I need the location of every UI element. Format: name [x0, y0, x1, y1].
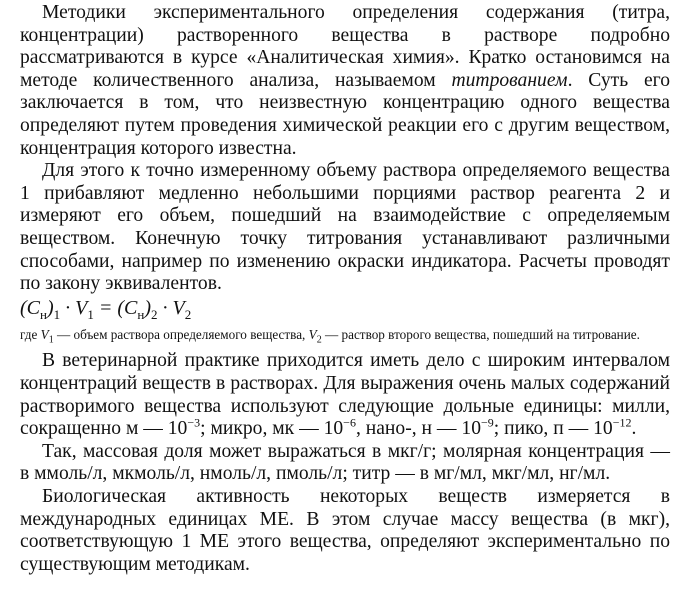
variable	[40, 326, 54, 346]
formula-part: ·	[60, 296, 76, 319]
formula-legend	[20, 327, 670, 349]
formula-sub: 2	[184, 306, 192, 322]
variable-sub: 2	[316, 334, 322, 346]
italic-term: титрованием	[451, 69, 568, 91]
formula-part: (C	[117, 296, 138, 319]
text-segment: ; пико, п — 10	[493, 418, 613, 440]
paragraph-titration-procedure: Для этого к точно измеренному объему раствора определяемого вещества 1 прибавляют медленно небольшими порциями раствор реагента 2 и измеряют его объем, пошедший на взаимодействие с определяемым веществом. Конечную точку титрования устанавливают различными способами, например по изменению окраски индикатора. Расчеты проводят по закону эквивалентов.	[20, 160, 670, 295]
variable-letter: V	[308, 326, 317, 342]
text-segment: В ветеринарной практике приходится иметь дело с широким интервалом концентраций веществ в растворах. Для выражения очень малых содержаний растворимого вещества используют следующие дольные единицы: милли, сокращенно м — 10	[20, 350, 670, 440]
formula-sub: 2	[151, 306, 158, 322]
formula-part: ·	[157, 296, 173, 319]
formula-sub: н	[137, 306, 145, 322]
formula-part: =	[93, 296, 118, 319]
exponent: −6	[343, 415, 356, 430]
paragraph-units-examples: Так, массовая доля может выражаться в мкг/г; молярная концентрация — в ммоль/л, мкмоль/л, нмоль/л, пмоль/л; титр — в мг/мл, мкг/мл, нг/мл.	[20, 440, 670, 485]
formula-sub: 1	[87, 306, 94, 322]
formula-sub: 1	[53, 306, 61, 322]
formula-part: V	[172, 296, 185, 319]
text-segment: .	[631, 418, 637, 440]
equivalents-formula	[20, 296, 670, 327]
variable	[308, 326, 322, 346]
formula-part: V	[75, 296, 88, 319]
text-segment: . Суть его заключается в том, что неизвестную концентрацию одного вещества определяют путем проведения химической реакции его с другим веществом, концентрация которого известна.	[20, 69, 670, 159]
exponent: −9	[481, 415, 494, 430]
paragraph-unit-prefixes	[20, 350, 670, 440]
formula-sub: н	[40, 306, 47, 322]
text-segment: — раствор второго вещества, пошедший на титрование.	[321, 326, 640, 342]
text-segment: ; микро, мк — 10	[200, 418, 344, 440]
text-segment: Методики экспериментального определения содержания (титра, концентрации) растворенного вещества в растворе подробно рассматриваются в курсе «Аналитическая химия». Кратко остановимся на методе количественного анализа, называемом	[20, 2, 670, 91]
paragraph-titration-intro	[20, 2, 670, 160]
variable-sub: 1	[48, 334, 54, 346]
variable-letter: V	[40, 326, 49, 342]
text-segment: — объем раствора определяемого вещества,	[53, 326, 309, 342]
exponent: −12	[612, 415, 632, 430]
exponent: −3	[187, 415, 201, 430]
text-segment: где	[20, 326, 41, 342]
text-segment: , нано-, н — 10	[355, 418, 482, 440]
formula-part: (C	[20, 296, 40, 319]
formula-part: )	[46, 296, 54, 319]
paragraph-international-units: Биологическая активность некоторых веществ измеряется в международных единицах МЕ. В этом случае массу вещества (в мкг), соответствующую 1 МЕ этого вещества, определяют экспериментально по существующим методикам.	[20, 485, 670, 575]
formula-part: )	[144, 296, 151, 319]
